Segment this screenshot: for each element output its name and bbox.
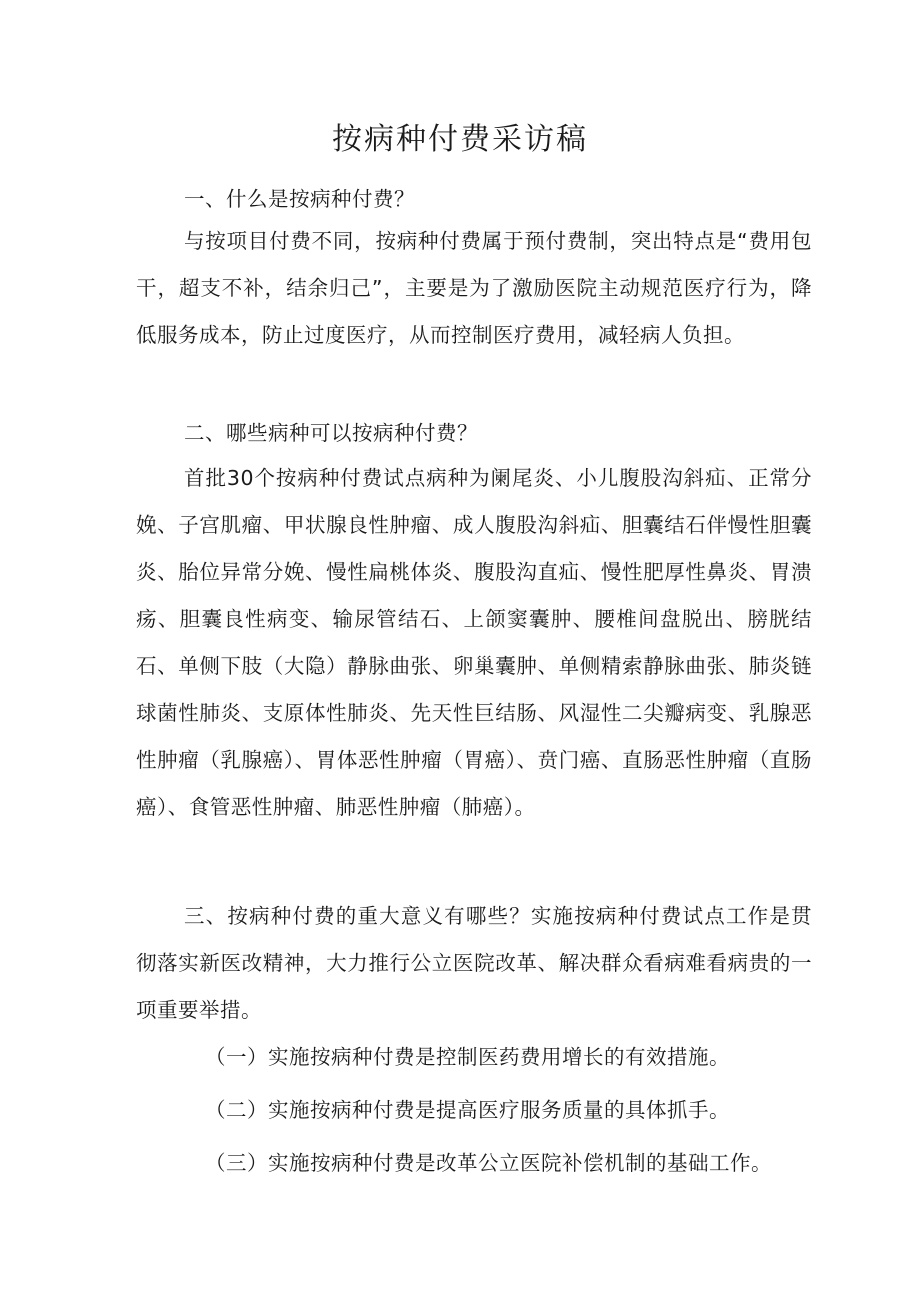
point-item: （一）实施按病种付费是控制医药费用增长的有效措施。 — [205, 1045, 730, 1069]
question-1-heading: 一、什么是按病种付费？ — [184, 187, 415, 211]
question-2-heading: 二、哪些病种可以按病种付费？ — [184, 421, 478, 445]
point-item: （三）实施按病种付费是改革公立医院补偿机制的基础工作。 — [205, 1151, 772, 1175]
point-item: （二）实施按病种付费是提高医疗服务质量的具体抓手。 — [205, 1098, 730, 1122]
document-title: 按病种付费采访稿 — [332, 122, 588, 157]
question-3-paragraph: 三、按病种付费的重大意义有哪些？实施按病种付费试点工作是贯彻落实新医改精神，大力推行公立医院改革、解决群众看病难看病贵的一项重要举措。 — [136, 904, 812, 1022]
question-2-answer: 首批30个按病种付费试点病种为阑尾炎、小儿腹股沟斜疝、正常分娩、子宫肌瘤、甲状腺良性肿瘤、成人腹股沟斜疝、胆囊结石伴慢性胆囊炎、胎位异常分娩、慢性扁桃体炎、腹股沟直疝、慢性肥厚性鼻炎、胃溃疡、胆囊良性病变、输尿管结石、上颌窦囊肿、腰椎间盘脱出、膀胱结石、单侧下肢（大隐）静脉曲张、卵巢囊肿、单侧精索静脉曲张、肺炎链球菌性肺炎、支原体性肺炎、先天性巨结肠、风湿性二尖瓣病变、乳腺恶性肿瘤（乳腺癌）、胃体恶性肿瘤（胃癌）、贲门癌、直肠恶性肿瘤（直肠癌）、食管恶性肿瘤、肺恶性肿瘤（肺癌）。 — [136, 466, 812, 819]
question-1-answer: 与按项目付费不同，按病种付费属于预付费制，突出特点是“费用包干，超支不补，结余归己”，主要是为了激励医院主动规范医疗行为，降低服务成本，防止过度医疗，从而控制医疗费用，减轻病人负担。 — [136, 229, 812, 347]
